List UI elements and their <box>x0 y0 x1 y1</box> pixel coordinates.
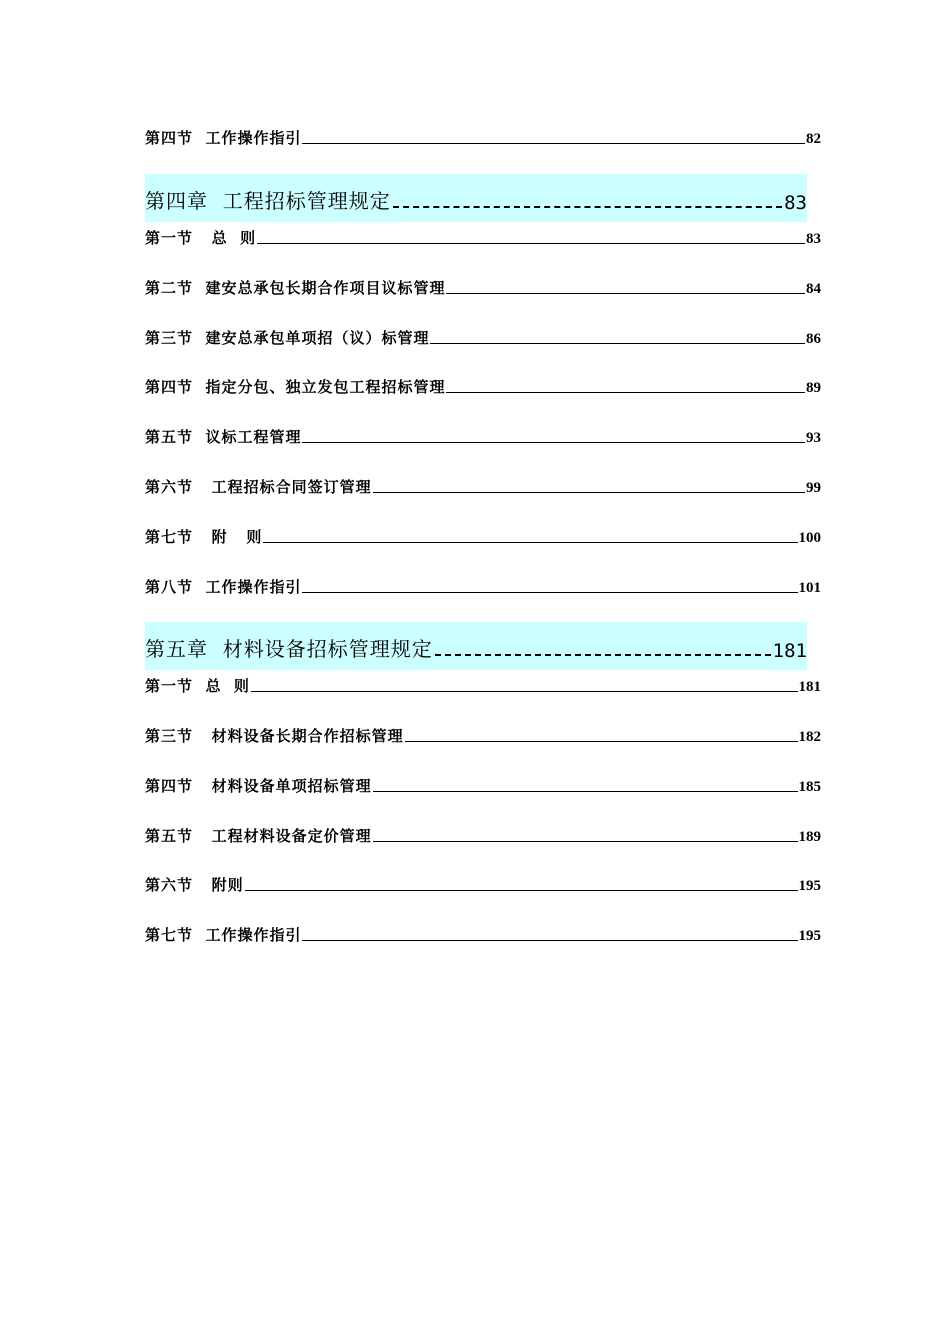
toc-leader-dashes <box>435 654 771 656</box>
toc-entry-page: 93 <box>806 430 821 446</box>
toc-entry-section[interactable] <box>145 724 821 746</box>
toc-entry-section[interactable] <box>145 276 821 298</box>
toc-entry-page: 99 <box>806 480 821 496</box>
toc-leader-line <box>446 392 805 393</box>
toc-entry-section[interactable] <box>145 475 821 497</box>
toc-entry-section[interactable] <box>145 525 821 547</box>
toc-leader-dashes <box>393 206 782 208</box>
toc-leader-line <box>446 293 805 294</box>
toc-entry-title: 第五节 议标工程管理 <box>145 428 302 446</box>
toc-entry-page: 101 <box>798 580 821 596</box>
toc-leader-line <box>245 890 798 891</box>
toc-entry-title: 第四节 指定分包、独立发包工程招标管理 <box>145 378 446 396</box>
toc-entry-title: 第六节 工程招标合同签订管理 <box>145 478 372 496</box>
toc-entry-page: 86 <box>806 331 821 347</box>
toc-leader-line <box>405 741 798 742</box>
toc-entry-section[interactable] <box>145 824 821 846</box>
toc-entry-section[interactable] <box>145 575 821 597</box>
toc-leader-line <box>302 143 805 144</box>
toc-leader-line <box>302 592 797 593</box>
toc-entry-page: 195 <box>798 928 821 944</box>
toc-entry-title: 第六节 附则 <box>145 876 244 894</box>
toc-entry-title: 第一节 总 则 <box>145 229 257 247</box>
toc-leader-line <box>302 940 797 941</box>
toc-entry-title: 第五节 工程材料设备定价管理 <box>145 827 372 845</box>
toc-leader-line <box>373 841 798 842</box>
toc-entry-section[interactable] <box>145 674 821 696</box>
toc-entry-page: 189 <box>798 829 821 845</box>
toc-entry-title: 第三节 材料设备长期合作招标管理 <box>145 727 404 745</box>
toc-entry-title: 第四节 材料设备单项招标管理 <box>145 777 372 795</box>
toc-entry-section[interactable] <box>145 226 821 248</box>
toc-entry-page: 181 <box>798 679 821 695</box>
toc-entry-section[interactable] <box>145 923 821 945</box>
toc-leader-line <box>430 343 805 344</box>
toc-chapter-page: 83 <box>784 192 807 214</box>
toc-entry-page: 89 <box>806 380 821 396</box>
toc-entry-section[interactable] <box>145 873 821 895</box>
toc-entry-section[interactable] <box>145 425 821 447</box>
toc-leader-line <box>373 492 805 493</box>
toc-entry-title: 第三节 建安总承包单项招（议）标管理 <box>145 329 430 347</box>
toc-entry-page: 84 <box>806 281 821 297</box>
toc-entry-page: 82 <box>806 131 821 147</box>
toc-chapter-title: 第四章 工程招标管理规定 <box>145 189 391 213</box>
toc-entry-title: 第四节 工作操作指引 <box>145 129 302 147</box>
toc-leader-line <box>373 791 798 792</box>
toc-entry-chapter[interactable] <box>145 174 807 222</box>
toc-entry-page: 83 <box>806 231 821 247</box>
toc-chapter-page: 181 <box>772 640 807 662</box>
toc-entry-page: 195 <box>798 878 821 894</box>
toc-entry-page: 100 <box>798 530 821 546</box>
toc-leader-line <box>257 243 805 244</box>
toc-leader-line <box>302 442 805 443</box>
toc-leader-line <box>251 691 798 692</box>
toc-entry-title: 第一节 总 则 <box>145 677 250 695</box>
toc-leader-line <box>263 542 797 543</box>
toc-entry-section[interactable] <box>145 126 821 148</box>
toc-entry-chapter[interactable] <box>145 622 807 670</box>
toc-entry-section[interactable] <box>145 375 821 397</box>
toc-entry-title: 第七节 工作操作指引 <box>145 926 302 944</box>
toc-entry-title: 第二节 建安总承包长期合作项目议标管理 <box>145 279 446 297</box>
toc-chapter-title: 第五章 材料设备招标管理规定 <box>145 637 433 661</box>
toc-entry-section[interactable] <box>145 326 821 348</box>
toc-entry-section[interactable] <box>145 774 821 796</box>
toc-entry-page: 185 <box>798 779 821 795</box>
toc-entry-title: 第八节 工作操作指引 <box>145 578 302 596</box>
toc-entry-title: 第七节 附 则 <box>145 528 263 546</box>
toc-entry-page: 182 <box>798 729 821 745</box>
